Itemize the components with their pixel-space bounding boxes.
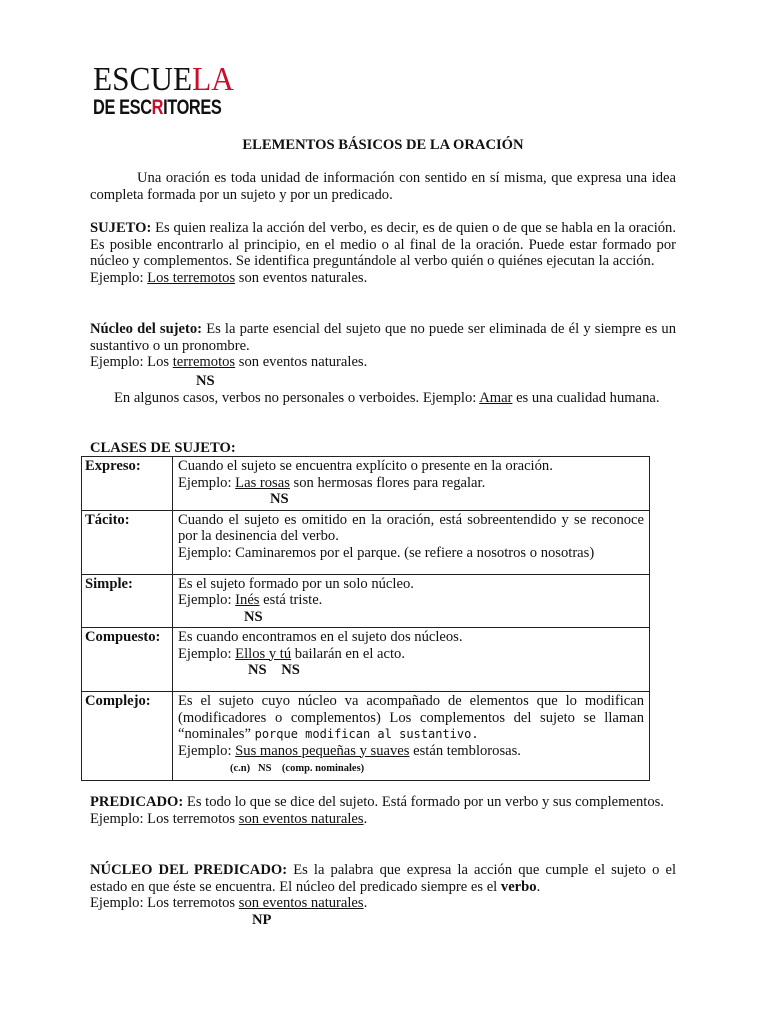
sujeto-example-rest: son eventos naturales. (238, 269, 368, 286)
nucleo-predicado-example-prefix: Ejemplo: Los terremotos (90, 895, 236, 911)
predicado-text: Es todo lo que se dice del sujeto. Está formado por un verbo y sus complementos. (186, 794, 664, 810)
ns-marker: NS NS (248, 662, 300, 678)
row-content (173, 457, 650, 511)
ns-marker: NS (196, 373, 215, 389)
row-label: Complejo: (82, 692, 173, 781)
row-example-rest: están temblorosas. (413, 742, 521, 759)
row-text: Cuando el sujeto es omitido en la oración, está sobreentendido y se reconoce por la desinencia del verbo. (178, 511, 644, 544)
nucleo-predicado-verbo: verbo (500, 878, 537, 895)
logo-text: DE ESC (93, 96, 152, 119)
row-content (173, 692, 650, 781)
row-mono-text: porque modifican al sustantivo. (254, 727, 479, 741)
sujeto-example-subject: Los terremotos (147, 269, 236, 286)
nucleo-example-core: terremotos (172, 354, 236, 370)
logo-text-accent: A (211, 61, 234, 98)
intro-paragraph: Una oración es toda unidad de información con sentido en sí misma, que expresa una idea completa formada por un sujeto y por un predicado. (90, 170, 676, 203)
clases-heading: CLASES DE SUJETO: (90, 440, 236, 456)
row-text: Es el sujeto formado por un solo núcleo. (178, 575, 414, 592)
logo-line-1 (93, 61, 244, 98)
table-row (82, 457, 650, 511)
nucleo-example-prefix: Ejemplo: Los (90, 354, 170, 370)
row-example: Ejemplo: Caminaremos por el parque. (se refiere a nosotros o nosotras) (178, 544, 595, 561)
predicado-example-predicate: son eventos naturales (238, 810, 364, 827)
row-example-rest: bailarán en el acto. (294, 645, 405, 662)
row-example-subject: Sus manos pequeñas y suaves (235, 742, 410, 759)
row-example-subject: Las rosas (235, 474, 290, 491)
row-label: Simple: (82, 574, 173, 628)
logo-text: ITORES (163, 96, 222, 119)
row-example-prefix: Ejemplo: (178, 592, 232, 608)
row-example-subject: Inés (235, 592, 260, 608)
note-text: es una cualidad humana. (516, 390, 660, 406)
nucleo-example-rest: son eventos naturales. (238, 354, 368, 370)
nucleo-sujeto-text: Es la parte esencial del sujeto que no puede ser eliminada de él y siempre es un sustantivo o un pronombre. (90, 321, 676, 354)
nucleo-predicado-text: . (536, 878, 541, 895)
row-example-prefix: Ejemplo: (178, 742, 232, 759)
row-example-subject: Ellos y tú (235, 645, 292, 662)
predicado-paragraph (90, 794, 676, 827)
table-row (82, 628, 650, 692)
row-label: Expreso: (82, 457, 173, 511)
note-text: En algunos casos, verbos no personales o verboides. Ejemplo: (114, 390, 477, 406)
nucleo-predicado-text: Es la palabra que expresa la acción que cumple el sujeto o el estado en que éste se encuentra. El núcleo del predicado siempre es el (90, 862, 677, 895)
table-row (82, 574, 650, 628)
table-row (82, 692, 650, 781)
sujeto-label: SUJETO: (90, 220, 152, 236)
np-marker: NP (252, 912, 272, 928)
row-example-prefix: Ejemplo: (178, 645, 232, 662)
row-content (173, 510, 650, 574)
row-text: Cuando el sujeto se encuentra explícito o presente en la oración. (178, 458, 553, 474)
logo-text-accent: R (151, 96, 164, 119)
row-text: Es cuando encontramos en el sujeto dos núcleos. (178, 629, 463, 645)
row-example-prefix: Ejemplo: (178, 474, 232, 491)
page-title: ELEMENTOS BÁSICOS DE LA ORACIÓN (242, 137, 524, 153)
row-content (173, 628, 650, 692)
nucleo-sujeto-label: Núcleo del sujeto: (90, 321, 203, 337)
nucleo-predicado-example-predicate: son eventos naturales (238, 895, 364, 911)
row-example-rest: está triste. (263, 592, 323, 608)
predicado-example-rest: . (363, 810, 368, 827)
ns-marker: NS (270, 491, 289, 507)
row-content (173, 574, 650, 628)
logo-text-accent: L (192, 61, 212, 98)
sujeto-text: Es quien realiza la acción del verbo, es decir, es de quien o de que se habla en la oración. Es posible encontrarlo al principio, en el medio o al final de la oración. Puede estar formado por núcleo y complementos. Se identifica preguntándole al verbo quién o quiénes ejecutan la acción. (90, 220, 677, 269)
sujeto-paragraph (90, 220, 676, 286)
note-example: Amar (479, 390, 513, 406)
predicado-label: PREDICADO: (90, 794, 184, 810)
escuela-de-escritores-logo (93, 61, 258, 119)
nucleo-predicado-paragraph (90, 862, 676, 912)
logo-line-2 (93, 97, 221, 119)
nucleo-predicado-label: NÚCLEO DEL PREDICADO: (90, 862, 288, 878)
verboides-note (90, 390, 676, 407)
row-quoted: “nominales” (178, 726, 251, 742)
table-row (82, 510, 650, 574)
nucleo-sujeto-paragraph (90, 321, 676, 371)
row-text: Es el sujeto cuyo núcleo va acompañado de elementos que lo modifican (modificadores o complementos) Los complementos del sujeto se llaman (178, 693, 644, 726)
row-example-rest: son hermosas flores para regalar. (293, 474, 486, 491)
ns-marker: NS (244, 608, 263, 625)
row-label: Compuesto: (82, 628, 173, 692)
row-label: Tácito: (82, 510, 173, 574)
nucleo-predicado-example-rest: . (363, 895, 368, 911)
sujeto-example-prefix: Ejemplo: (90, 269, 144, 286)
ns-marker: (c.n) NS (comp. nominales) (230, 763, 365, 774)
clases-de-sujeto-table (81, 456, 650, 781)
predicado-example-prefix: Ejemplo: Los terremotos (90, 810, 236, 827)
logo-text: ESCUE (93, 61, 193, 98)
